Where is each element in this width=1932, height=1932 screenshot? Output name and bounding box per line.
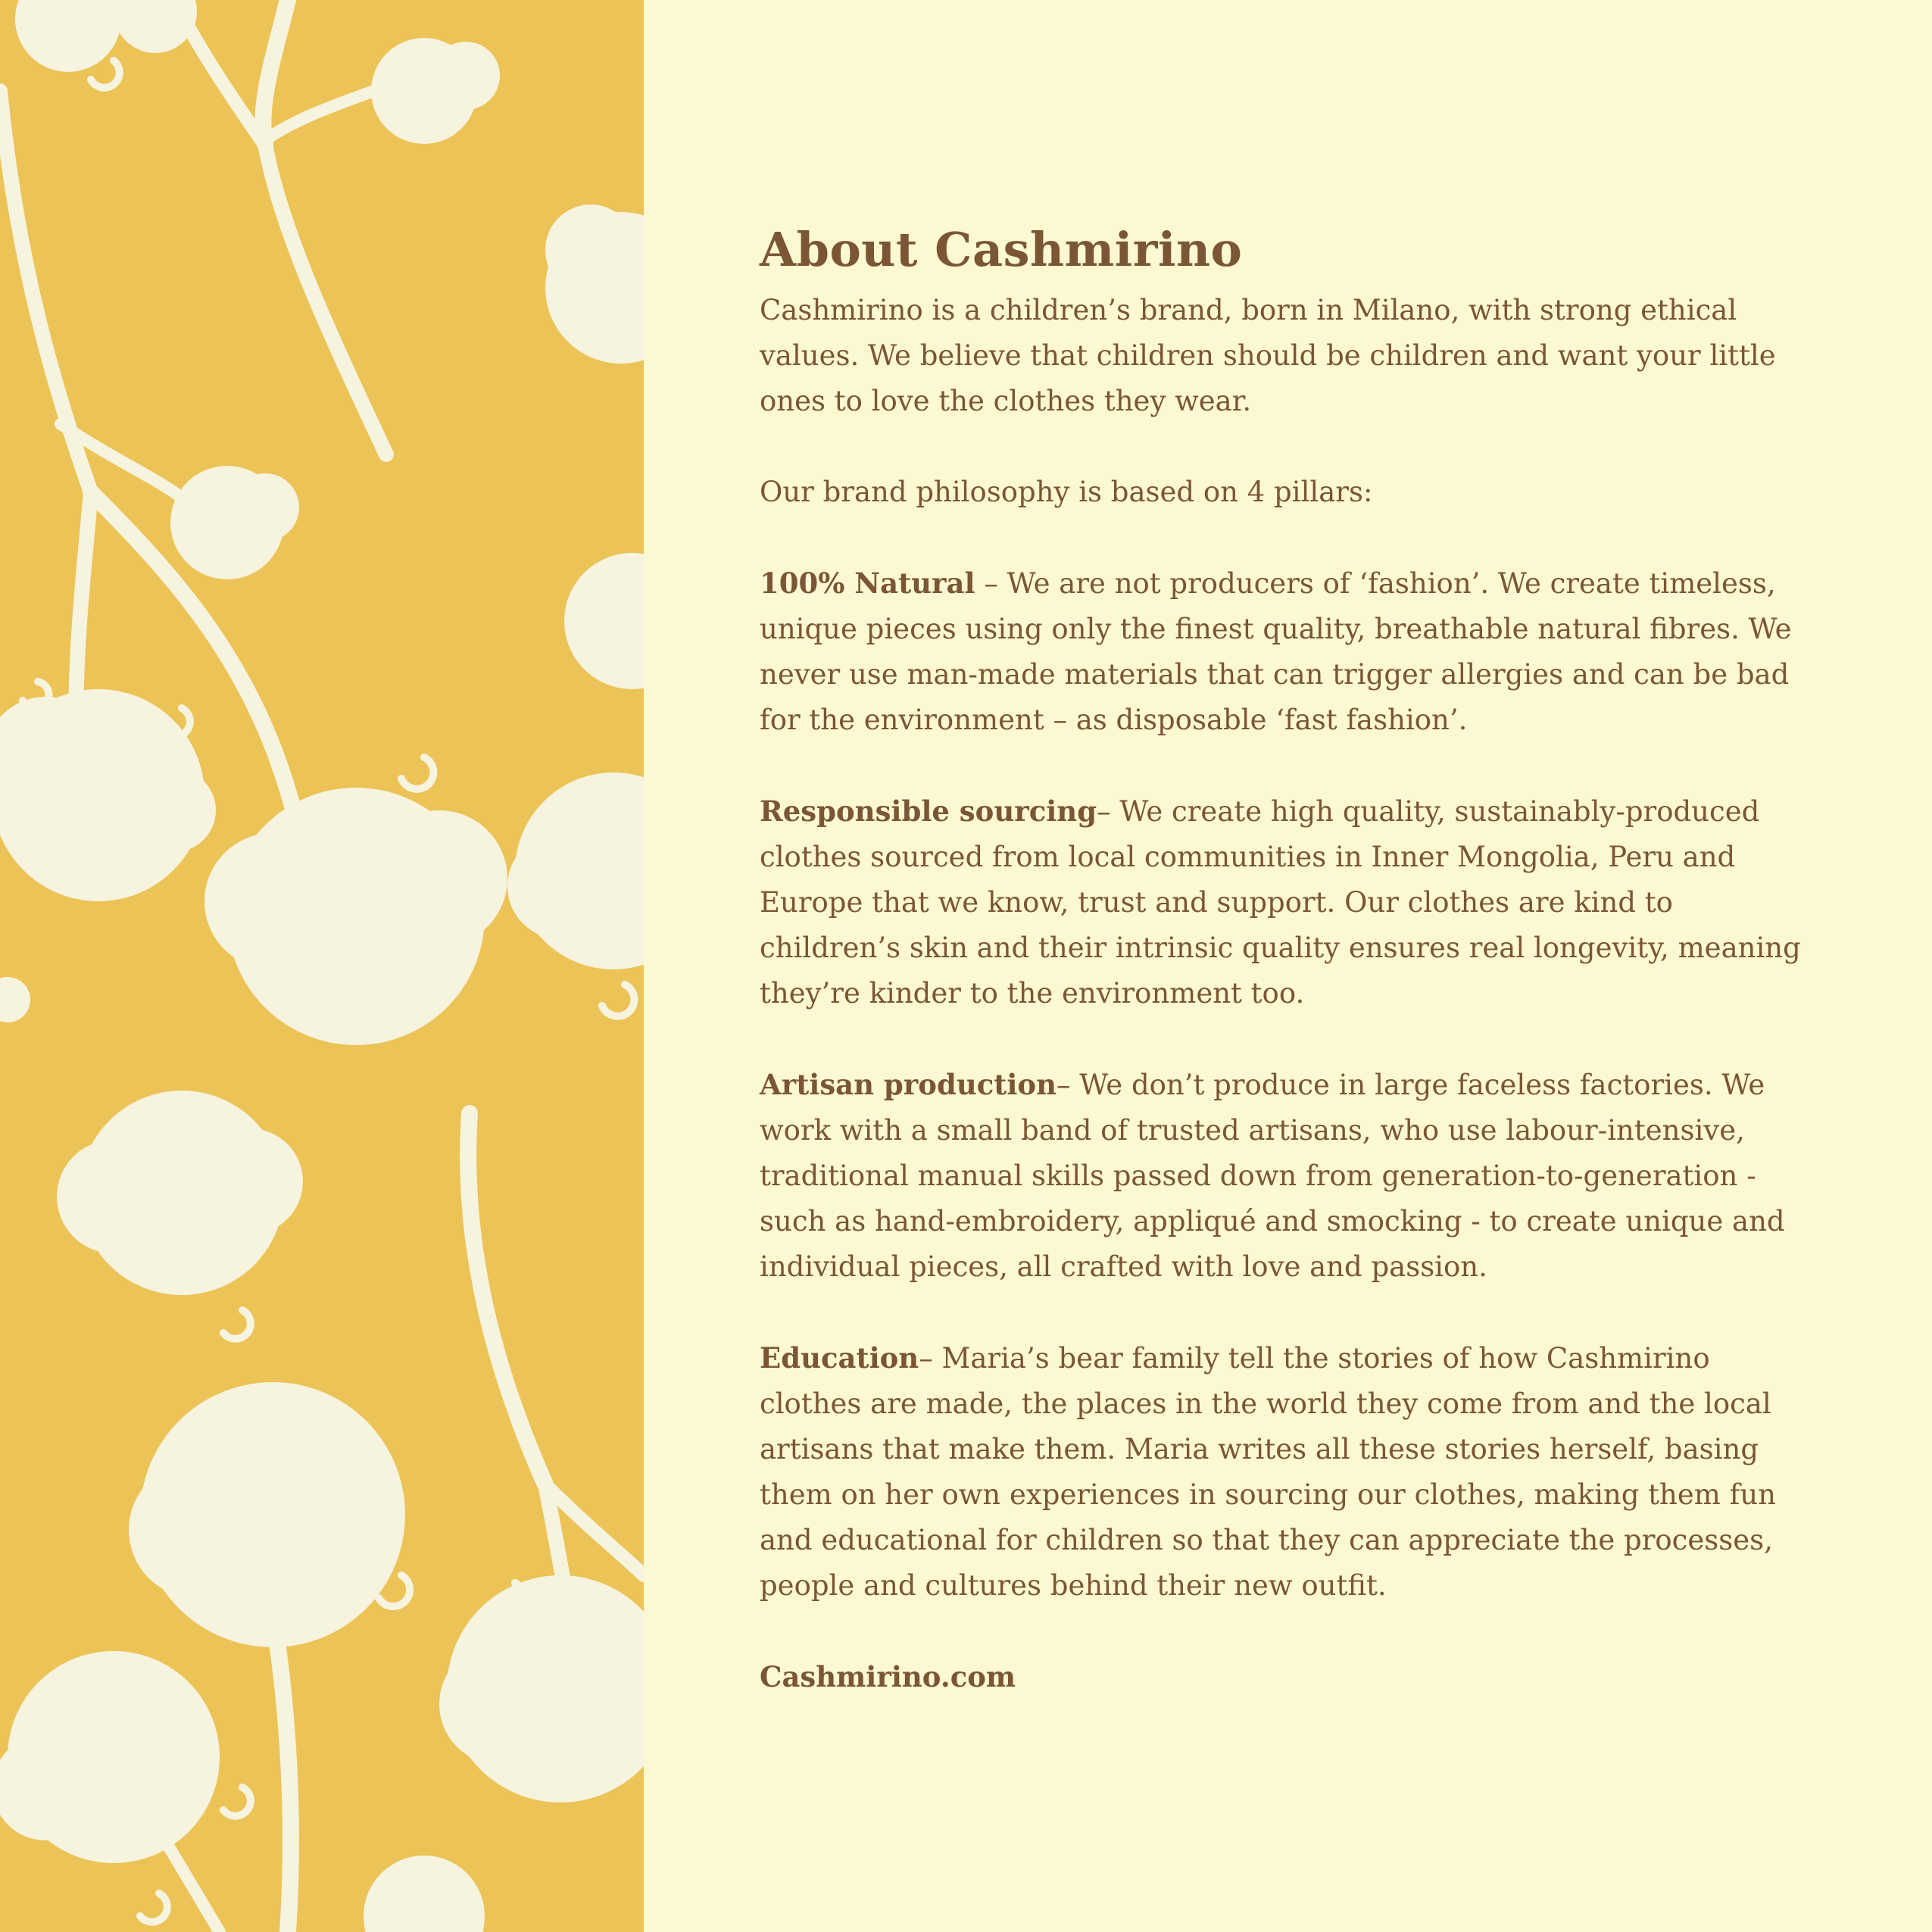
pillar-artisan-production [760,1062,1820,1290]
pillar-text: – We create high quality, sustainably-produced clothes sourced from local communities in Inner Mongolia, Peru and Europe that we know, trust and support. Our clothes are kind to children’s skin and their intrinsic quality ensures real longevity, meaning they’re kinder to the environment too. [760,795,1801,1010]
pillar-education [760,1335,1820,1609]
pillar-text: – We don’t produce in large faceless factories. We work with a small band of trusted artisans, who use labour-intensive, traditional manual skills passed down from generation-to-generation - such as hand-embroidery, appliqué and smocking - to create unique and individual pieces, all crafted with love and passion. [760,1069,1785,1283]
pillar-heading: 100% Natural [760,566,975,600]
pillar-responsible-sourcing [760,788,1820,1016]
page-title: About Cashmirino [760,222,1243,277]
intro-paragraph: Cashmirino is a children’s brand, born in Milano, with strong ethical values. We believe that children should be children and want your little ones to love the clothes they wear. [760,294,1776,417]
about-section [760,220,1820,1699]
floral-pattern [0,0,644,1932]
website-link[interactable]: Cashmirino.com [760,1660,1016,1693]
pillar-heading: Artisan production [760,1068,1057,1101]
pillar-natural [760,560,1820,743]
pillars-intro: Our brand philosophy is based on 4 pillars: [760,476,1373,508]
pillar-heading: Education [760,1341,919,1375]
pillar-text: – Maria’s bear family tell the stories of how Cashmirino clothes are made, the places in the world they come from and the local artisans that make them. Maria writes all these stories herself, basing them on her own experiences in sourcing our clothes, making them fun and educational for children so that they can appreciate the processes, people and cultures behind their new outfit. [760,1342,1776,1602]
pillar-heading: Responsible sourcing [760,794,1097,828]
pillar-text: – We are not producers of ‘fashion’. We create timeless, unique pieces using only the finest quality, breathable natural fibres. We never use man-made materials that can trigger allergies and can be bad for the environment – as disposable ‘fast fashion’. [760,567,1792,736]
floral-pattern-panel [0,0,644,1932]
